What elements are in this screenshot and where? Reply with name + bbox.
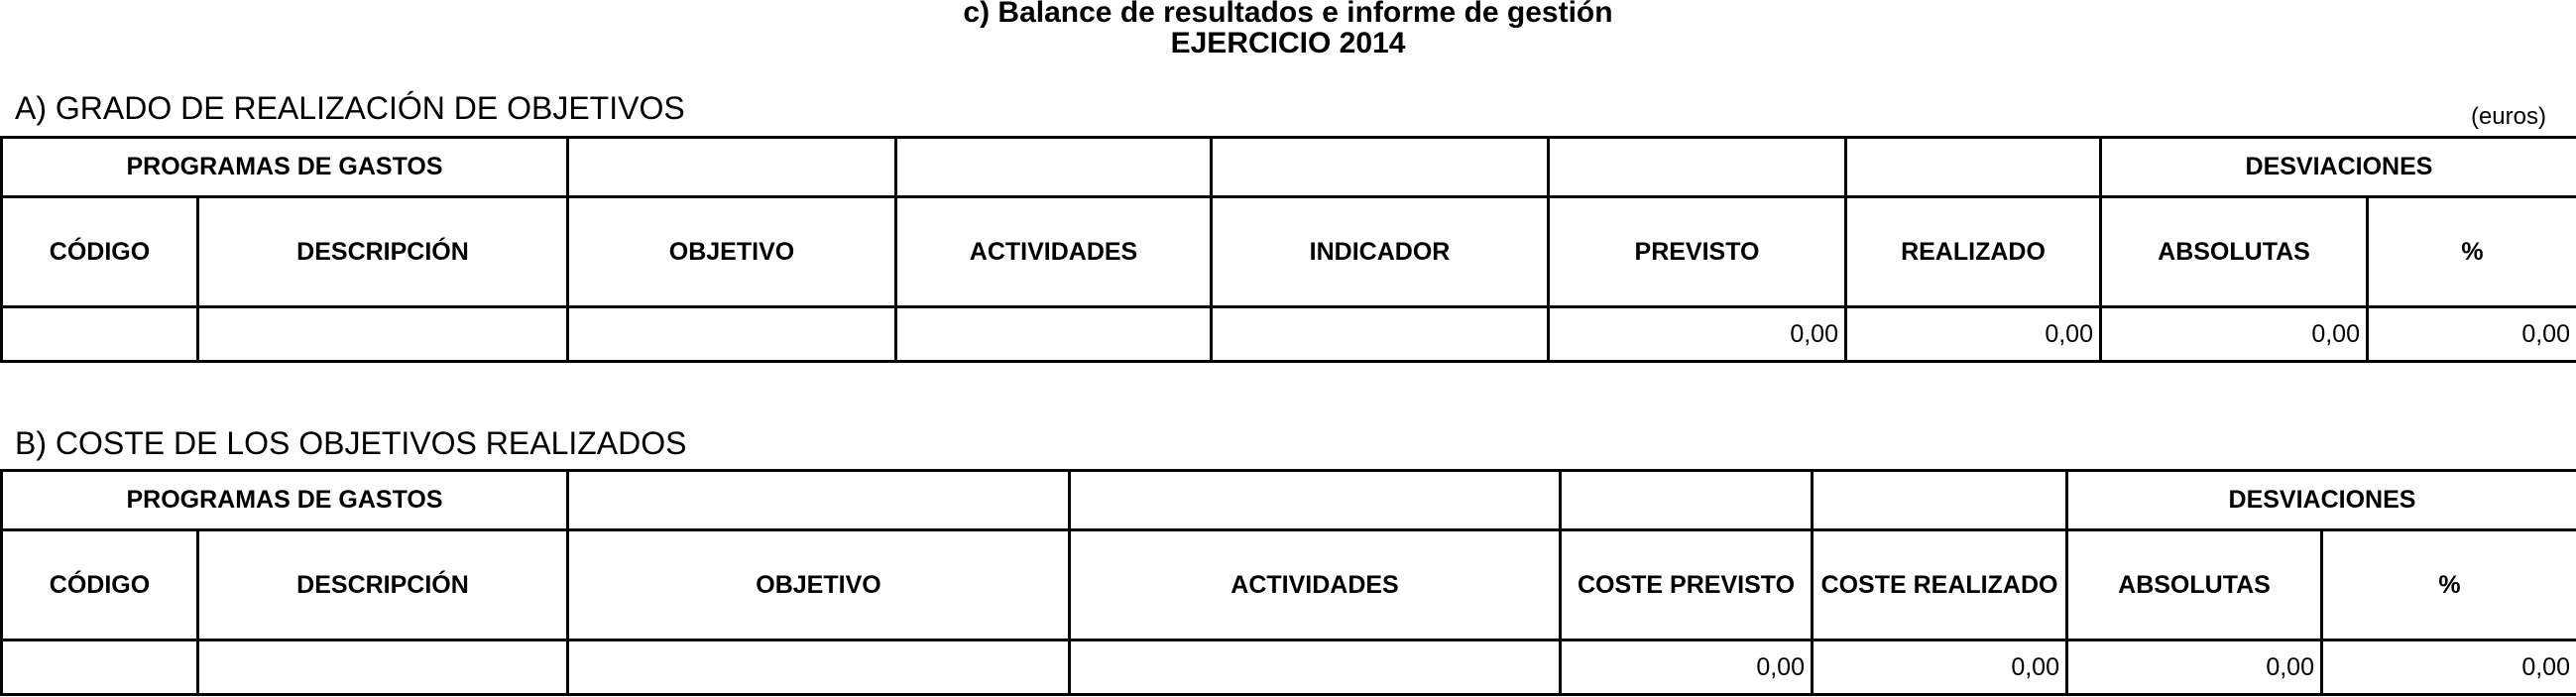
cost-table	[0, 469, 2576, 696]
group-header-cell	[568, 138, 896, 197]
col-header-objetivo: OBJETIVO	[568, 530, 1070, 640]
col-header-previsto: PREVISTO	[1549, 197, 1846, 307]
col-header-actividades: ACTIVIDADES	[1070, 530, 1561, 640]
group-header-programas: PROGRAMAS DE GASTOS	[2, 471, 568, 530]
cell-percent: 0,00	[2322, 640, 2576, 695]
col-header-codigo: CÓDIGO	[2, 197, 198, 307]
col-header-actividades: ACTIVIDADES	[896, 197, 1212, 307]
cell-objetivo	[568, 640, 1070, 695]
cell-indicador	[1212, 307, 1549, 362]
cell-absolutas: 0,00	[2067, 640, 2322, 695]
cell-coste-realizado: 0,00	[1813, 640, 2067, 695]
group-header-row	[2, 138, 2576, 197]
objectives-table	[0, 136, 2576, 363]
report-title: c) Balance de resultados e informe de gestión	[963, 0, 1613, 29]
group-header-cell	[1561, 471, 1813, 530]
cell-descripcion	[198, 307, 568, 362]
group-header-desviaciones: DESVIACIONES	[2067, 471, 2576, 530]
column-header-row	[2, 197, 2576, 307]
group-header-row	[2, 471, 2576, 530]
group-header-programas: PROGRAMAS DE GASTOS	[2, 138, 568, 197]
cell-actividades	[896, 307, 1212, 362]
cell-previsto: 0,00	[1549, 307, 1846, 362]
group-header-cell	[1212, 138, 1549, 197]
col-header-descripcion: DESCRIPCIÓN	[198, 530, 568, 640]
cell-percent: 0,00	[2368, 307, 2576, 362]
col-header-absolutas: ABSOLUTAS	[2067, 530, 2322, 640]
section-b-title: B) COSTE DE LOS OBJETIVOS REALIZADOS	[15, 425, 687, 461]
col-header-absolutas: ABSOLUTAS	[2101, 197, 2368, 307]
col-header-indicador: INDICADOR	[1212, 197, 1549, 307]
group-header-cell	[1549, 138, 1846, 197]
cell-coste-previsto: 0,00	[1561, 640, 1813, 695]
cell-absolutas: 0,00	[2101, 307, 2368, 362]
col-header-objetivo: OBJETIVO	[568, 197, 896, 307]
col-header-coste-realizado: COSTE REALIZADO	[1813, 530, 2067, 640]
group-header-cell	[1070, 471, 1561, 530]
col-header-percent: %	[2368, 197, 2576, 307]
table-row	[2, 307, 2576, 362]
units-label: (euros)	[2470, 103, 2546, 130]
table-row	[2, 640, 2576, 695]
column-header-row	[2, 530, 2576, 640]
col-header-codigo: CÓDIGO	[2, 530, 198, 640]
cell-codigo	[2, 640, 198, 695]
cell-descripcion	[198, 640, 568, 695]
section-a-title: A) GRADO DE REALIZACIÓN DE OBJETIVOS	[15, 90, 685, 126]
cell-codigo	[2, 307, 198, 362]
cell-realizado: 0,00	[1846, 307, 2101, 362]
report-subtitle: EJERCICIO 2014	[1170, 27, 1406, 59]
group-header-cell	[568, 471, 1070, 530]
col-header-descripcion: DESCRIPCIÓN	[198, 197, 568, 307]
col-header-coste-previsto: COSTE PREVISTO	[1561, 530, 1813, 640]
group-header-cell	[896, 138, 1212, 197]
col-header-realizado: REALIZADO	[1846, 197, 2101, 307]
cell-objetivo	[568, 307, 896, 362]
group-header-cell	[1813, 471, 2067, 530]
cell-actividades	[1070, 640, 1561, 695]
group-header-cell	[1846, 138, 2101, 197]
col-header-percent: %	[2322, 530, 2576, 640]
group-header-desviaciones: DESVIACIONES	[2101, 138, 2576, 197]
